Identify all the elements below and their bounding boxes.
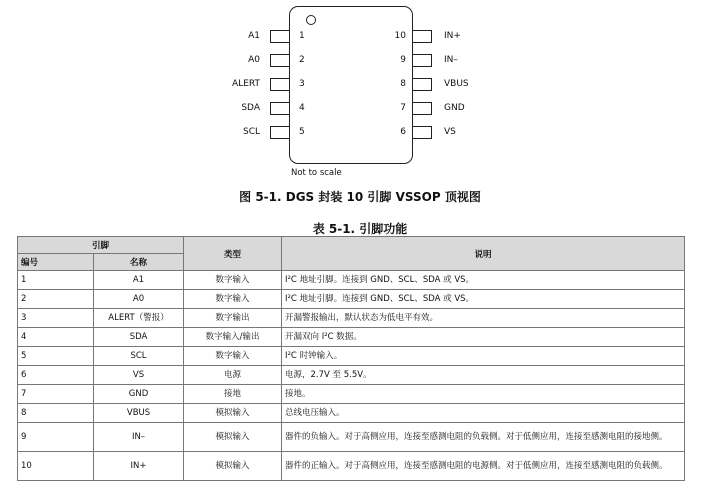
pin-pad-7 [412,102,432,115]
pin-number-9: 9 [400,55,406,65]
cell-name: IN+ [94,452,184,481]
cell-name: SCL [94,347,184,366]
cell-description: 开漏警报输出，默认状态为低电平有效。 [282,309,685,328]
cell-type: 模拟输入 [184,423,282,452]
pin-number-7: 7 [400,103,406,113]
cell-name: ALERT（警报） [94,309,184,328]
pin-number-10: 10 [394,31,406,41]
table-row [18,271,685,290]
package-diagram [0,0,720,185]
cell-name: SDA [94,328,184,347]
cell-number: 6 [18,366,94,385]
table-row [18,404,685,423]
pin-name-8: VBUS [444,79,469,89]
cell-number: 9 [18,423,94,452]
pin-name-10: IN+ [444,31,461,41]
pin-name-1: A1 [248,31,260,41]
cell-type: 数字输出 [184,309,282,328]
pin-name-2: A0 [248,55,260,65]
cell-name: IN– [94,423,184,452]
pin-pad-2 [270,54,290,67]
cell-type: 模拟输入 [184,452,282,481]
not-to-scale-note: Not to scale [291,168,342,178]
pin-number-5: 5 [299,127,305,137]
cell-number: 10 [18,452,94,481]
pin-name-5: SCL [242,127,260,137]
cell-number: 7 [18,385,94,404]
pin-pad-1 [270,30,290,43]
pin-pad-3 [270,78,290,91]
cell-description: I²C 地址引脚。连接到 GND、SCL、SDA 或 VS。 [282,271,685,290]
pin-name-3: ALERT [232,79,260,89]
table-row [18,452,685,481]
cell-type: 模拟输入 [184,404,282,423]
header-type: 类型 [184,237,282,271]
table-row [18,423,685,452]
pin-number-6: 6 [400,127,406,137]
cell-type: 接地 [184,385,282,404]
pin-name-4: SDA [241,103,260,113]
pin-pad-10 [412,30,432,43]
pin-number-3: 3 [299,79,305,89]
pin-pad-9 [412,54,432,67]
pin-pad-5 [270,126,290,139]
header-number: 编号 [18,254,94,271]
pin-name-9: IN– [444,55,458,65]
cell-name: VBUS [94,404,184,423]
table-header-row [18,237,685,254]
cell-type: 电源 [184,366,282,385]
cell-description: 器件的负输入。对于高侧应用，连接至感测电阻的负载侧。对于低侧应用，连接至感测电阻的接地侧。 [282,423,685,452]
cell-description: 电源，2.7V 至 5.5V。 [282,366,685,385]
cell-number: 5 [18,347,94,366]
cell-type: 数字输入/输出 [184,328,282,347]
table-row [18,347,685,366]
cell-description: 总线电压输入。 [282,404,685,423]
pin-pad-6 [412,126,432,139]
pin-number-1: 1 [299,31,305,41]
cell-name: A0 [94,290,184,309]
cell-type: 数字输入 [184,290,282,309]
pin-pad-8 [412,78,432,91]
pin-functions-table [17,236,685,481]
pin-name-6: VS [444,127,456,137]
pin1-marker-icon [306,15,316,25]
pin-number-4: 4 [299,103,305,113]
header-pin-group: 引脚 [18,237,184,254]
cell-number: 3 [18,309,94,328]
cell-number: 2 [18,290,94,309]
pin-name-7: GND [444,103,465,113]
header-description: 说明 [282,237,685,271]
cell-number: 4 [18,328,94,347]
figure-caption: 图 5-1. DGS 封装 10 引脚 VSSOP 顶视图 [239,190,481,204]
cell-name: GND [94,385,184,404]
cell-name: A1 [94,271,184,290]
header-name: 名称 [94,254,184,271]
table-row [18,309,685,328]
cell-description: 接地。 [282,385,685,404]
pin-number-8: 8 [400,79,406,89]
cell-description: I²C 地址引脚。连接到 GND、SCL、SDA 或 VS。 [282,290,685,309]
table-row [18,385,685,404]
cell-number: 8 [18,404,94,423]
cell-description: 器件的正输入。对于高侧应用，连接至感测电阻的电源侧。对于低侧应用，连接至感测电阻的负载侧。 [282,452,685,481]
cell-number: 1 [18,271,94,290]
table-caption: 表 5-1. 引脚功能 [312,222,408,236]
cell-description: 开漏双向 I²C 数据。 [282,328,685,347]
cell-description: I²C 时钟输入。 [282,347,685,366]
cell-name: VS [94,366,184,385]
pin-pad-4 [270,102,290,115]
cell-type: 数字输入 [184,271,282,290]
table-row [18,328,685,347]
table-row [18,366,685,385]
pin-number-2: 2 [299,55,305,65]
cell-type: 数字输入 [184,347,282,366]
table-row [18,290,685,309]
